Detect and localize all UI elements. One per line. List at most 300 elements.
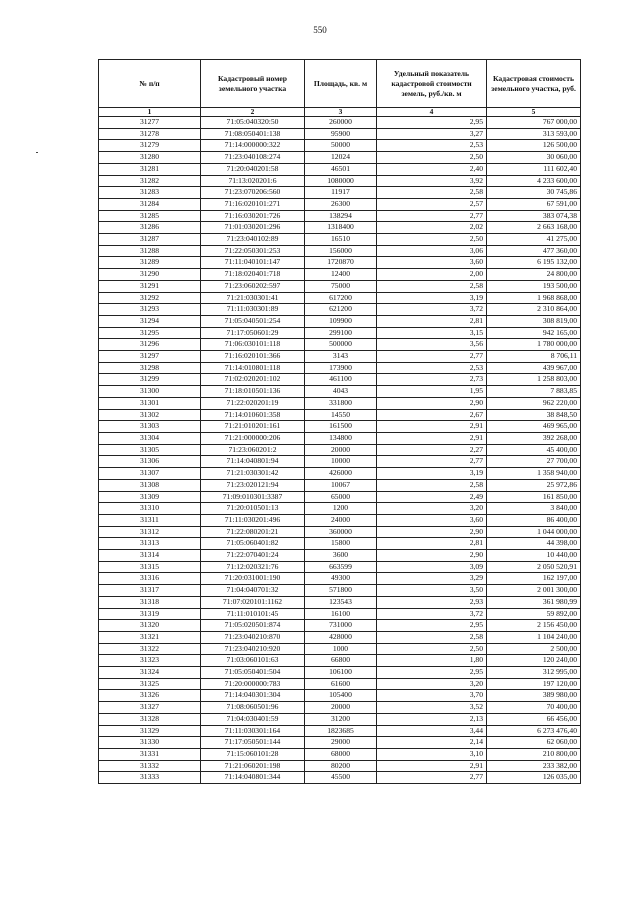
area: 45500 xyxy=(305,772,377,784)
row-index: 31297 xyxy=(99,351,201,363)
table-row xyxy=(99,432,581,444)
unit-value: 3,60 xyxy=(377,514,487,526)
area: 16510 xyxy=(305,234,377,246)
table-row xyxy=(99,444,581,456)
row-index: 31283 xyxy=(99,187,201,199)
row-index: 31292 xyxy=(99,292,201,304)
cadastral-value: 389 980,00 xyxy=(487,690,581,702)
unit-value: 3,72 xyxy=(377,608,487,620)
unit-value: 2,77 xyxy=(377,351,487,363)
area: 3600 xyxy=(305,550,377,562)
area: 617200 xyxy=(305,292,377,304)
cadastral-value: 392 268,00 xyxy=(487,432,581,444)
table-row xyxy=(99,245,581,257)
area: 12024 xyxy=(305,152,377,164)
unit-value: 3,29 xyxy=(377,573,487,585)
unit-value: 2,58 xyxy=(377,631,487,643)
area: 173900 xyxy=(305,362,377,374)
area: 24000 xyxy=(305,514,377,526)
cadastral-number: 71:11:010101:45 xyxy=(201,608,305,620)
area: 1823685 xyxy=(305,725,377,737)
table-row xyxy=(99,315,581,327)
table-row xyxy=(99,280,581,292)
unit-value: 1,80 xyxy=(377,655,487,667)
cadastral-number: 71:12:020321:76 xyxy=(201,561,305,573)
unit-value: 2,57 xyxy=(377,198,487,210)
table-row xyxy=(99,678,581,690)
area: 428000 xyxy=(305,631,377,643)
cadastral-number: 71:13:020201:6 xyxy=(201,175,305,187)
row-index: 31301 xyxy=(99,397,201,409)
cadastral-number: 71:14:010601:358 xyxy=(201,409,305,421)
cadastral-number: 71:20:040201:58 xyxy=(201,163,305,175)
cadastral-number: 71:11:030301:89 xyxy=(201,304,305,316)
cadastral-number: 71:23:060202:597 xyxy=(201,280,305,292)
cadastral-value: 30 745,86 xyxy=(487,187,581,199)
unit-value: 2,95 xyxy=(377,620,487,632)
row-index: 31284 xyxy=(99,198,201,210)
cadastral-number: 71:14:040301:304 xyxy=(201,690,305,702)
row-index: 31281 xyxy=(99,163,201,175)
cadastral-number: 71:05:040501:254 xyxy=(201,315,305,327)
row-index: 31322 xyxy=(99,643,201,655)
cadastral-number: 71:01:030201:296 xyxy=(201,222,305,234)
unit-value: 2,81 xyxy=(377,315,487,327)
unit-value: 2,91 xyxy=(377,760,487,772)
row-index: 31310 xyxy=(99,503,201,515)
unit-value: 2,91 xyxy=(377,421,487,433)
table-row xyxy=(99,690,581,702)
area: 80200 xyxy=(305,760,377,772)
cadastral-value: 161 850,00 xyxy=(487,491,581,503)
table-row xyxy=(99,702,581,714)
row-index: 31333 xyxy=(99,772,201,784)
table-row xyxy=(99,456,581,468)
area: 11917 xyxy=(305,187,377,199)
cadastral-number: 71:23:040210:870 xyxy=(201,631,305,643)
column-number-row xyxy=(99,108,581,117)
table-row xyxy=(99,772,581,784)
unit-value: 3,09 xyxy=(377,561,487,573)
row-index: 31287 xyxy=(99,234,201,246)
table-row xyxy=(99,187,581,199)
row-index: 31316 xyxy=(99,573,201,585)
cadastral-number: 71:04:030401:59 xyxy=(201,713,305,725)
cadastral-value: 10 440,00 xyxy=(487,550,581,562)
unit-value: 2,58 xyxy=(377,187,487,199)
cadastral-value: 361 980,99 xyxy=(487,596,581,608)
row-index: 31315 xyxy=(99,561,201,573)
cadastral-number: 71:23:060201:2 xyxy=(201,444,305,456)
row-index: 31327 xyxy=(99,702,201,714)
cadastral-value: 1 968 868,00 xyxy=(487,292,581,304)
row-index: 31328 xyxy=(99,713,201,725)
cadastral-value: 2 001 300,00 xyxy=(487,585,581,597)
row-index: 31304 xyxy=(99,432,201,444)
unit-value: 3,20 xyxy=(377,503,487,515)
unit-value: 2,91 xyxy=(377,432,487,444)
row-index: 31305 xyxy=(99,444,201,456)
unit-value: 2,53 xyxy=(377,362,487,374)
column-number: 5 xyxy=(487,108,581,117)
cadastral-number: 71:11:040101:147 xyxy=(201,257,305,269)
cadastral-number: 71:23:020121:94 xyxy=(201,479,305,491)
cadastral-number: 71:11:030201:496 xyxy=(201,514,305,526)
unit-value: 2,58 xyxy=(377,280,487,292)
cadastral-value: 469 965,00 xyxy=(487,421,581,433)
cadastral-number: 71:23:040210:920 xyxy=(201,643,305,655)
row-index: 31303 xyxy=(99,421,201,433)
area: 571800 xyxy=(305,585,377,597)
table-row xyxy=(99,222,581,234)
cadastral-number: 71:05:040320:50 xyxy=(201,117,305,129)
cadastral-value: 27 700,00 xyxy=(487,456,581,468)
unit-value: 2,95 xyxy=(377,667,487,679)
row-index: 31300 xyxy=(99,386,201,398)
cadastral-value: 126 500,00 xyxy=(487,140,581,152)
cadastral-number: 71:22:070401:24 xyxy=(201,550,305,562)
cadastral-value: 25 972,86 xyxy=(487,479,581,491)
table-row xyxy=(99,128,581,140)
cadastral-value: 193 500,00 xyxy=(487,280,581,292)
unit-value: 3,27 xyxy=(377,128,487,140)
area: 123543 xyxy=(305,596,377,608)
unit-value: 3,19 xyxy=(377,292,487,304)
area: 10000 xyxy=(305,456,377,468)
cadastral-number: 71:22:080201:21 xyxy=(201,526,305,538)
cadastral-value: 6 195 132,00 xyxy=(487,257,581,269)
cadastral-number: 71:02:020201:102 xyxy=(201,374,305,386)
unit-value: 2,50 xyxy=(377,643,487,655)
table-row xyxy=(99,667,581,679)
cadastral-value: 1 044 000,00 xyxy=(487,526,581,538)
area: 66800 xyxy=(305,655,377,667)
table-row xyxy=(99,526,581,538)
table-row xyxy=(99,351,581,363)
area: 26300 xyxy=(305,198,377,210)
unit-value: 2,13 xyxy=(377,713,487,725)
area: 50000 xyxy=(305,140,377,152)
cadastral-value: 308 819,00 xyxy=(487,315,581,327)
table-row xyxy=(99,409,581,421)
unit-value: 2,14 xyxy=(377,737,487,749)
row-index: 31307 xyxy=(99,468,201,480)
table-row xyxy=(99,175,581,187)
area: 109900 xyxy=(305,315,377,327)
unit-value: 1,95 xyxy=(377,386,487,398)
table-row xyxy=(99,117,581,129)
table-row xyxy=(99,655,581,667)
header-cadastral-number: Кадастровый номер земельного участка xyxy=(201,60,305,108)
unit-value: 2,81 xyxy=(377,538,487,550)
row-index: 31312 xyxy=(99,526,201,538)
unit-value: 3,72 xyxy=(377,304,487,316)
cadastral-value: 41 275,00 xyxy=(487,234,581,246)
area: 621200 xyxy=(305,304,377,316)
area: 29000 xyxy=(305,737,377,749)
table-row xyxy=(99,198,581,210)
cadastral-value: 2 663 168,00 xyxy=(487,222,581,234)
table-row xyxy=(99,514,581,526)
unit-value: 2,93 xyxy=(377,596,487,608)
unit-value: 3,60 xyxy=(377,257,487,269)
cadastral-value: 942 165,00 xyxy=(487,327,581,339)
area: 299100 xyxy=(305,327,377,339)
row-index: 31290 xyxy=(99,269,201,281)
cadastral-number: 71:07:020101:1162 xyxy=(201,596,305,608)
area: 75000 xyxy=(305,280,377,292)
area: 105400 xyxy=(305,690,377,702)
cadastral-value: 313 593,00 xyxy=(487,128,581,140)
column-number: 2 xyxy=(201,108,305,117)
page-number: 550 xyxy=(313,25,327,35)
unit-value: 2,49 xyxy=(377,491,487,503)
cadastral-value: 7 883,85 xyxy=(487,386,581,398)
unit-value: 3,06 xyxy=(377,245,487,257)
cadastral-value: 44 398,00 xyxy=(487,538,581,550)
cadastral-number: 71:06:030101:118 xyxy=(201,339,305,351)
unit-value: 3,52 xyxy=(377,702,487,714)
cadastral-number: 71:18:020401:718 xyxy=(201,269,305,281)
table-row xyxy=(99,561,581,573)
cadastral-number: 71:05:050401:504 xyxy=(201,667,305,679)
table-row xyxy=(99,210,581,222)
table-row xyxy=(99,748,581,760)
table-row xyxy=(99,468,581,480)
row-index: 31332 xyxy=(99,760,201,772)
cadastral-value: 62 060,00 xyxy=(487,737,581,749)
cadastral-number: 71:05:020501:874 xyxy=(201,620,305,632)
table-row xyxy=(99,573,581,585)
area: 1318400 xyxy=(305,222,377,234)
cadastral-number: 71:14:040801:94 xyxy=(201,456,305,468)
cadastral-number: 71:22:050301:253 xyxy=(201,245,305,257)
cadastral-number: 71:09:010301:3387 xyxy=(201,491,305,503)
area: 12400 xyxy=(305,269,377,281)
cadastral-number: 71:14:040801:344 xyxy=(201,772,305,784)
margin-mark xyxy=(36,152,38,153)
row-index: 31293 xyxy=(99,304,201,316)
cadastral-number: 71:22:020201:19 xyxy=(201,397,305,409)
cadastral-number: 71:23:040108:274 xyxy=(201,152,305,164)
cadastral-value: 66 456,00 xyxy=(487,713,581,725)
table-row xyxy=(99,550,581,562)
area: 1080000 xyxy=(305,175,377,187)
table-row xyxy=(99,608,581,620)
cadastral-value: 120 240,00 xyxy=(487,655,581,667)
unit-value: 3,20 xyxy=(377,678,487,690)
cadastral-number: 71:15:060101:28 xyxy=(201,748,305,760)
header-area: Площадь, кв. м xyxy=(305,60,377,108)
cadastral-value: 3 840,00 xyxy=(487,503,581,515)
area: 260000 xyxy=(305,117,377,129)
header-index: № п/п xyxy=(99,60,201,108)
row-index: 31306 xyxy=(99,456,201,468)
row-index: 31298 xyxy=(99,362,201,374)
cadastral-number: 71:23:070206:560 xyxy=(201,187,305,199)
unit-value: 2,77 xyxy=(377,456,487,468)
cadastral-value: 1 104 240,00 xyxy=(487,631,581,643)
table-row xyxy=(99,397,581,409)
row-index: 31282 xyxy=(99,175,201,187)
row-index: 31308 xyxy=(99,479,201,491)
unit-value: 2,40 xyxy=(377,163,487,175)
row-index: 31309 xyxy=(99,491,201,503)
table-row xyxy=(99,234,581,246)
row-index: 31331 xyxy=(99,748,201,760)
cadastral-number: 71:16:020101:366 xyxy=(201,351,305,363)
cadastral-number: 71:21:030301:42 xyxy=(201,468,305,480)
row-index: 31299 xyxy=(99,374,201,386)
cadastral-number: 71:20:000000:783 xyxy=(201,678,305,690)
area: 106100 xyxy=(305,667,377,679)
row-index: 31314 xyxy=(99,550,201,562)
row-index: 31294 xyxy=(99,315,201,327)
table-row xyxy=(99,491,581,503)
unit-value: 2,73 xyxy=(377,374,487,386)
area: 95900 xyxy=(305,128,377,140)
cadastral-value: 477 360,00 xyxy=(487,245,581,257)
area: 1200 xyxy=(305,503,377,515)
cadastral-value: 38 848,50 xyxy=(487,409,581,421)
area: 16100 xyxy=(305,608,377,620)
area: 61600 xyxy=(305,678,377,690)
header-cadastral-value: Кадастровая стоимость земельного участка, руб. xyxy=(487,60,581,108)
unit-value: 2,67 xyxy=(377,409,487,421)
unit-value: 2,27 xyxy=(377,444,487,456)
area: 4043 xyxy=(305,386,377,398)
area: 31200 xyxy=(305,713,377,725)
cadastral-number: 71:21:010201:161 xyxy=(201,421,305,433)
cadastral-value: 383 074,38 xyxy=(487,210,581,222)
area: 426000 xyxy=(305,468,377,480)
table-row xyxy=(99,585,581,597)
row-index: 31330 xyxy=(99,737,201,749)
unit-value: 2,58 xyxy=(377,479,487,491)
row-index: 31279 xyxy=(99,140,201,152)
area: 15800 xyxy=(305,538,377,550)
cadastral-number: 71:16:030201:726 xyxy=(201,210,305,222)
cadastral-number: 71:17:050601:29 xyxy=(201,327,305,339)
unit-value: 2,53 xyxy=(377,140,487,152)
column-number: 1 xyxy=(99,108,201,117)
unit-value: 2,02 xyxy=(377,222,487,234)
cadastral-value: 8 706,11 xyxy=(487,351,581,363)
cadastral-table xyxy=(98,59,581,784)
row-index: 31324 xyxy=(99,667,201,679)
row-index: 31302 xyxy=(99,409,201,421)
unit-value: 3,44 xyxy=(377,725,487,737)
cadastral-number: 71:21:030301:41 xyxy=(201,292,305,304)
cadastral-value: 1 358 940,00 xyxy=(487,468,581,480)
column-number: 3 xyxy=(305,108,377,117)
unit-value: 3,70 xyxy=(377,690,487,702)
area: 49300 xyxy=(305,573,377,585)
row-index: 31313 xyxy=(99,538,201,550)
row-index: 31278 xyxy=(99,128,201,140)
unit-value: 2,50 xyxy=(377,234,487,246)
unit-value: 2,90 xyxy=(377,397,487,409)
table-row xyxy=(99,503,581,515)
cadastral-number: 71:04:040701:32 xyxy=(201,585,305,597)
unit-value: 3,15 xyxy=(377,327,487,339)
table-row xyxy=(99,163,581,175)
cadastral-value: 4 233 600,00 xyxy=(487,175,581,187)
area: 134800 xyxy=(305,432,377,444)
cadastral-value: 1 780 000,00 xyxy=(487,339,581,351)
area: 1720870 xyxy=(305,257,377,269)
table-row xyxy=(99,713,581,725)
row-index: 31286 xyxy=(99,222,201,234)
row-index: 31295 xyxy=(99,327,201,339)
cadastral-number: 71:14:000000:322 xyxy=(201,140,305,152)
unit-value: 3,56 xyxy=(377,339,487,351)
unit-value: 2,95 xyxy=(377,117,487,129)
area: 138294 xyxy=(305,210,377,222)
row-index: 31329 xyxy=(99,725,201,737)
unit-value: 2,00 xyxy=(377,269,487,281)
unit-value: 3,92 xyxy=(377,175,487,187)
cadastral-value: 30 060,00 xyxy=(487,152,581,164)
cadastral-number: 71:08:060501:96 xyxy=(201,702,305,714)
row-index: 31291 xyxy=(99,280,201,292)
area: 331800 xyxy=(305,397,377,409)
row-index: 31296 xyxy=(99,339,201,351)
unit-value: 3,10 xyxy=(377,748,487,760)
table-row xyxy=(99,760,581,772)
cadastral-value: 59 892,00 xyxy=(487,608,581,620)
row-index: 31289 xyxy=(99,257,201,269)
table-row xyxy=(99,479,581,491)
area: 10067 xyxy=(305,479,377,491)
unit-value: 3,19 xyxy=(377,468,487,480)
table-row xyxy=(99,596,581,608)
cadastral-value: 70 400,00 xyxy=(487,702,581,714)
table-row xyxy=(99,725,581,737)
table-row xyxy=(99,386,581,398)
area: 500000 xyxy=(305,339,377,351)
cadastral-value: 86 400,00 xyxy=(487,514,581,526)
unit-value: 3,50 xyxy=(377,585,487,597)
unit-value: 2,90 xyxy=(377,550,487,562)
cadastral-number: 71:03:060101:63 xyxy=(201,655,305,667)
cadastral-value: 67 591,00 xyxy=(487,198,581,210)
row-index: 31317 xyxy=(99,585,201,597)
row-index: 31288 xyxy=(99,245,201,257)
area: 3143 xyxy=(305,351,377,363)
cadastral-value: 210 800,00 xyxy=(487,748,581,760)
table-row xyxy=(99,421,581,433)
row-index: 31277 xyxy=(99,117,201,129)
cadastral-value: 126 035,00 xyxy=(487,772,581,784)
table-row xyxy=(99,631,581,643)
area: 1000 xyxy=(305,643,377,655)
cadastral-value: 45 400,00 xyxy=(487,444,581,456)
area: 14550 xyxy=(305,409,377,421)
cadastral-value: 2 050 520,91 xyxy=(487,561,581,573)
cadastral-number: 71:18:010501:136 xyxy=(201,386,305,398)
unit-value: 2,90 xyxy=(377,526,487,538)
column-number: 4 xyxy=(377,108,487,117)
row-index: 31323 xyxy=(99,655,201,667)
table-row xyxy=(99,292,581,304)
table-row xyxy=(99,538,581,550)
area: 161500 xyxy=(305,421,377,433)
header-unit-value: Удельный показатель кадастровой стоимости земель, руб./кв. м xyxy=(377,60,487,108)
row-index: 31326 xyxy=(99,690,201,702)
cadastral-number: 71:21:000000:206 xyxy=(201,432,305,444)
cadastral-value: 2 156 450,00 xyxy=(487,620,581,632)
